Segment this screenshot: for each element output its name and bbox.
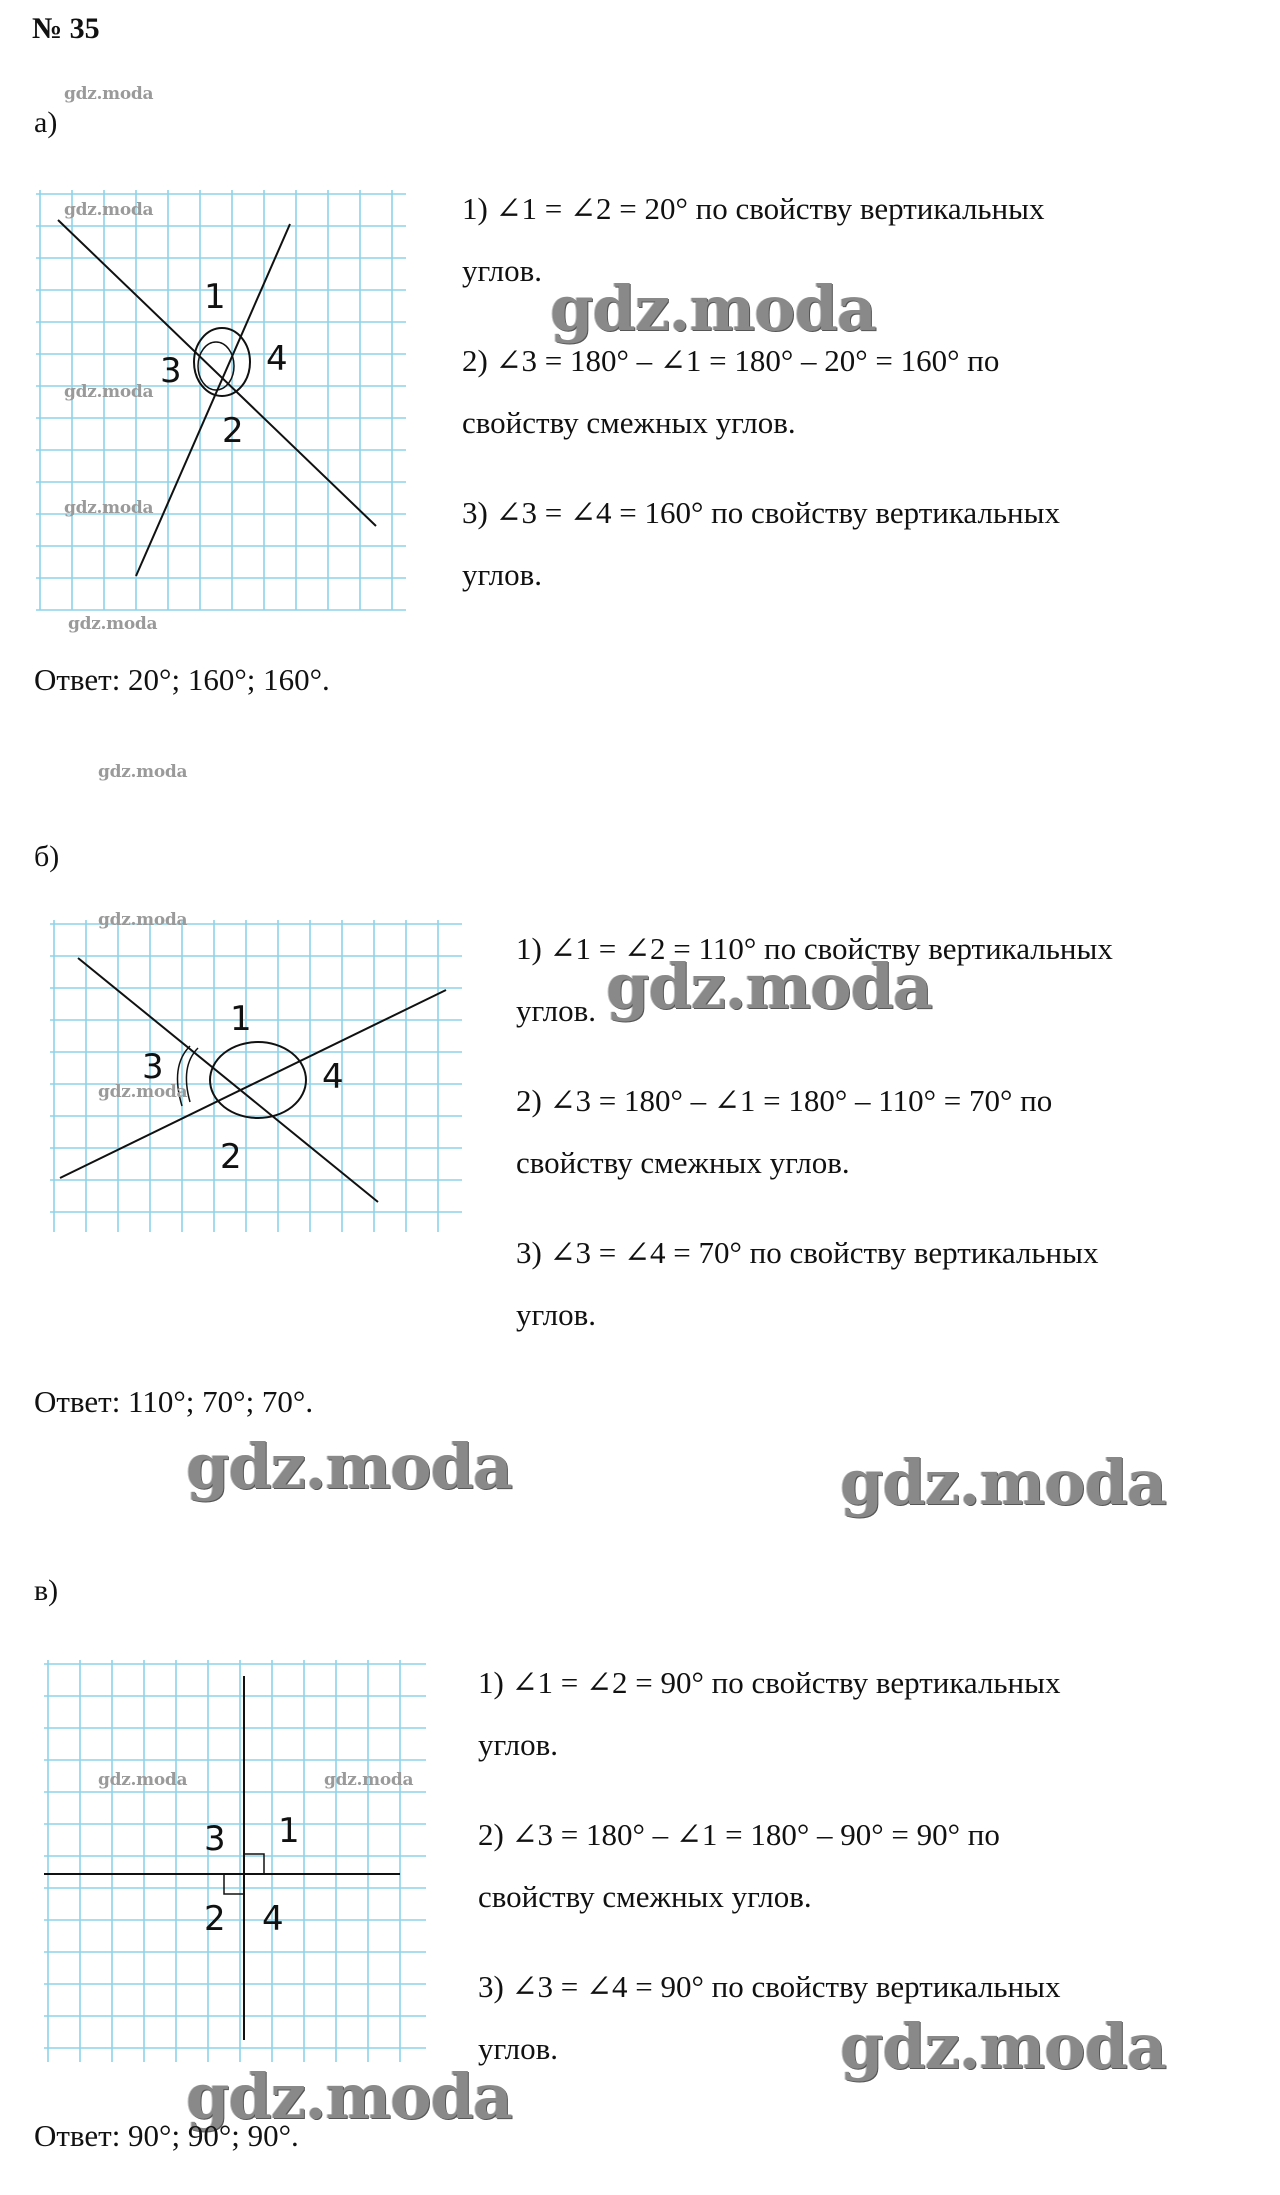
part-c-label: в) xyxy=(34,1574,59,1607)
angle-label-3: 3 xyxy=(160,351,182,391)
watermark: gdz.moda xyxy=(324,1770,414,1790)
part-b-step-2: 2) ∠3 = 180° – ∠1 = 180° – 110° = 70° по xyxy=(516,1083,1053,1118)
grid-c xyxy=(44,1660,426,2062)
part-b-step-3-cont: углов. xyxy=(516,1297,596,1332)
part-a-step-3: 3) ∠3 = ∠4 = 160° по свойству вертикальных xyxy=(462,495,1060,530)
watermark-big: gdz.moda xyxy=(186,1430,512,1503)
grid-b xyxy=(50,920,462,1232)
part-c-step-2-cont: свойству смежных углов. xyxy=(478,1879,812,1914)
part-a-step-2-cont: свойству смежных углов. xyxy=(462,405,796,440)
part-c-answer: Ответ: 90°; 90°; 90°. xyxy=(34,2118,299,2153)
part-b-label: б) xyxy=(34,840,60,873)
part-c-step-3: 3) ∠3 = ∠4 = 90° по свойству вертикальных xyxy=(478,1969,1061,2004)
angle-label-2: 2 xyxy=(204,1899,226,1939)
figure-c xyxy=(44,1660,434,2070)
part-b-step-1: 1) ∠1 = ∠2 = 110° по свойству вертикальных xyxy=(516,931,1113,966)
part-a-answer: Ответ: 20°; 160°; 160°. xyxy=(34,662,330,697)
right-angle-mark-1 xyxy=(244,1854,264,1874)
watermark-big: gdz.moda xyxy=(840,1446,1166,1519)
watermark: gdz.moda xyxy=(68,614,158,634)
problem-number: № 35 xyxy=(32,12,100,45)
watermark: gdz.moda xyxy=(98,1082,188,1102)
watermark: gdz.moda xyxy=(98,910,188,930)
part-b-answer: Ответ: 110°; 70°; 70°. xyxy=(34,1384,314,1419)
part-b-step-1-cont: углов. xyxy=(516,993,596,1028)
part-b-step-3: 3) ∠3 = ∠4 = 70° по свойству вертикальных xyxy=(516,1235,1099,1270)
watermark-big: gdz.moda xyxy=(550,272,876,345)
part-b-step-2-cont: свойству смежных углов. xyxy=(516,1145,850,1180)
watermark-big: gdz.moda xyxy=(840,2010,1166,2083)
watermark: gdz.moda xyxy=(64,84,154,104)
right-angle-mark-2 xyxy=(224,1874,244,1894)
watermark: gdz.moda xyxy=(98,762,188,782)
part-a-step-2: 2) ∠3 = 180° – ∠1 = 180° – 20° = 160° по xyxy=(462,343,1000,378)
angle-label-4: 4 xyxy=(322,1057,344,1097)
part-a-step-1-cont: углов. xyxy=(462,253,542,288)
watermark: gdz.moda xyxy=(64,498,154,518)
angle-label-2: 2 xyxy=(222,411,244,451)
angle-label-3: 3 xyxy=(204,1819,226,1859)
part-a-step-1: 1) ∠1 = ∠2 = 20° по свойству вертикальных xyxy=(462,191,1045,226)
figure-a xyxy=(36,190,416,620)
angle-label-2: 2 xyxy=(220,1137,242,1177)
part-c-step-1-cont: углов. xyxy=(478,1727,558,1762)
part-a-label: а) xyxy=(34,106,58,139)
part-c-step-2: 2) ∠3 = 180° – ∠1 = 180° – 90° = 90° по xyxy=(478,1817,1000,1852)
angle-arc-b-3a xyxy=(186,1048,198,1102)
angle-label-4: 4 xyxy=(266,339,288,379)
part-a-step-3-cont: углов. xyxy=(462,557,542,592)
part-c-step-1: 1) ∠1 = ∠2 = 90° по свойству вертикальных xyxy=(478,1665,1061,1700)
angle-arc-b xyxy=(210,1042,306,1118)
part-c-step-3-cont: углов. xyxy=(478,2031,558,2066)
angle-label-1: 1 xyxy=(230,999,252,1039)
watermark: gdz.moda xyxy=(64,200,154,220)
angle-label-1: 1 xyxy=(278,1811,300,1851)
watermark: gdz.moda xyxy=(98,1770,188,1790)
watermark: gdz.moda xyxy=(64,382,154,402)
angle-label-1: 1 xyxy=(204,277,226,317)
watermark-big: gdz.moda xyxy=(606,950,932,1023)
watermark-big: gdz.moda xyxy=(186,2060,512,2133)
figure-b xyxy=(50,920,470,1240)
angle-label-4: 4 xyxy=(262,1899,284,1939)
angle-label-3: 3 xyxy=(142,1047,164,1087)
